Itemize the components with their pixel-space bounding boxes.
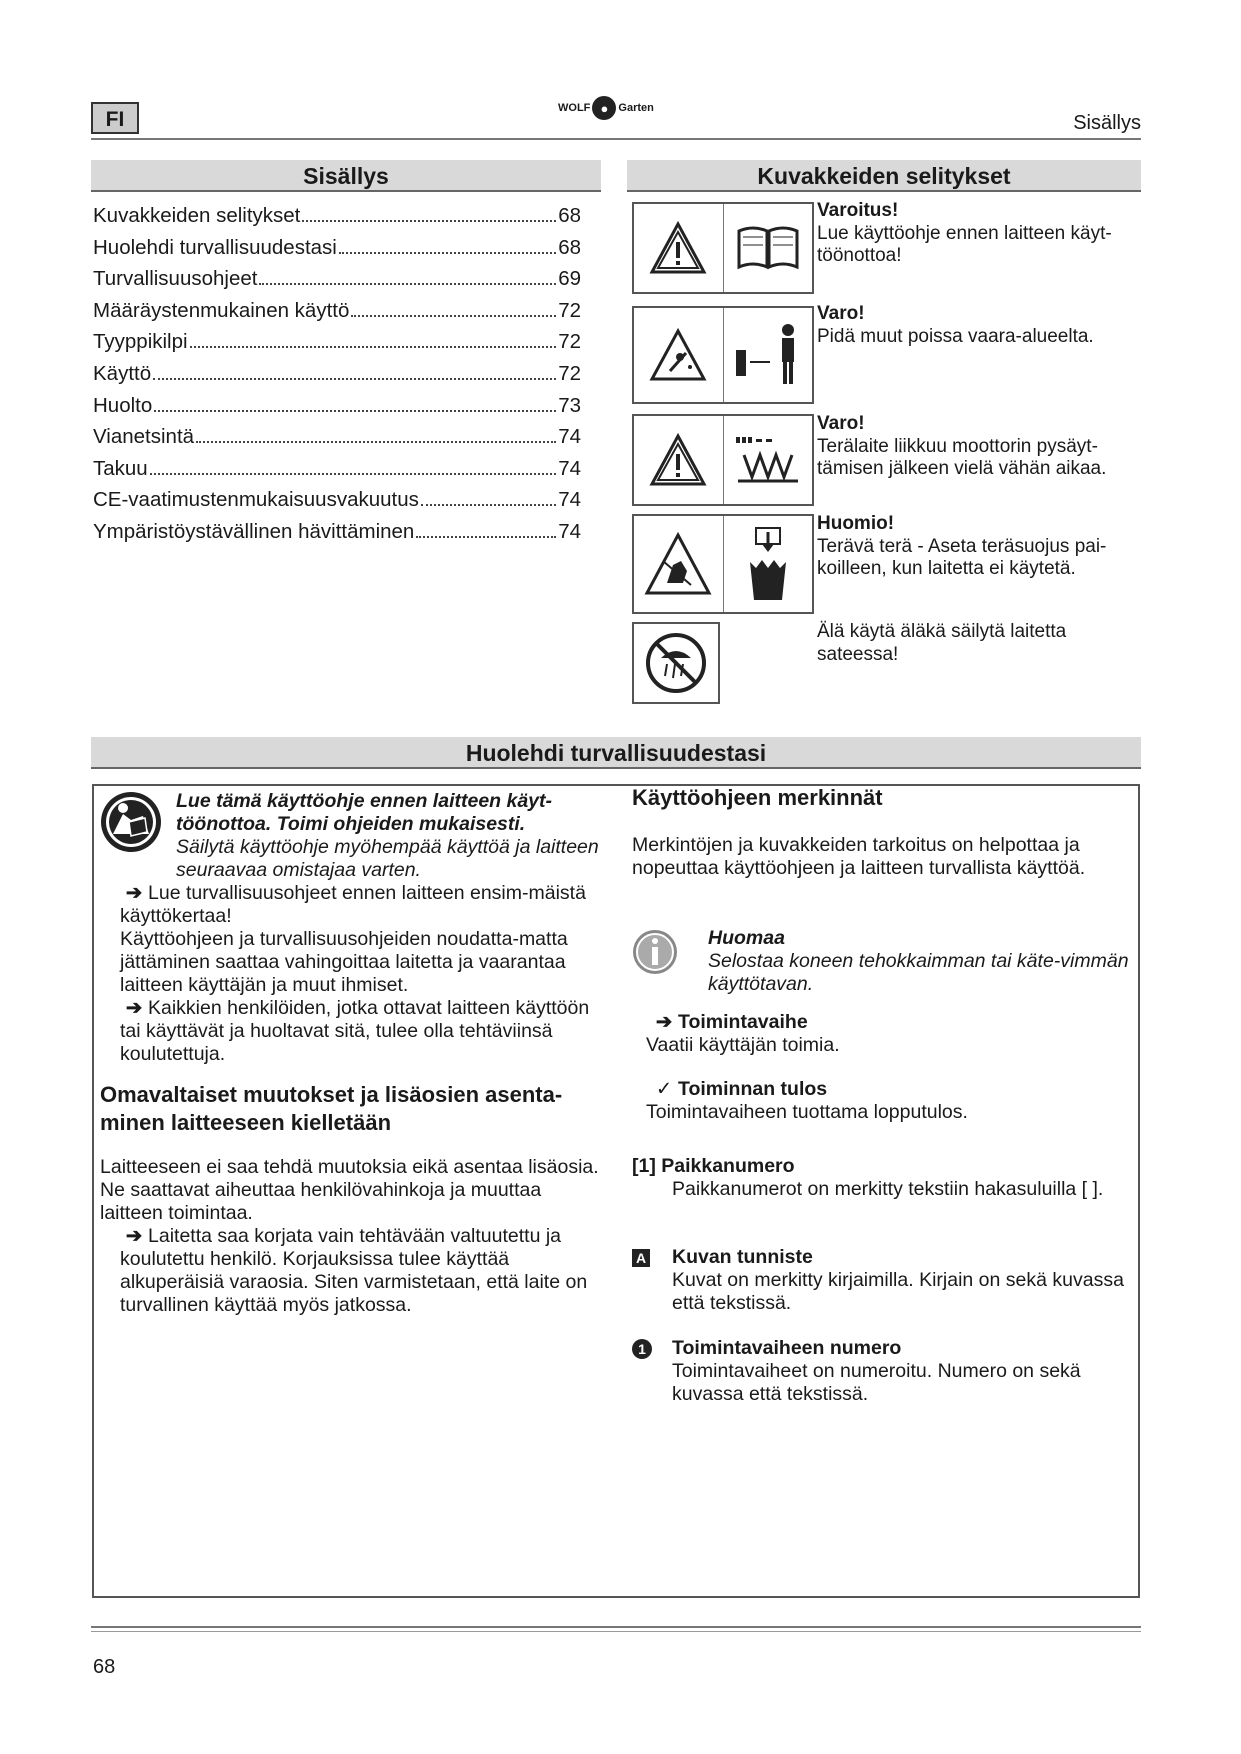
thrown-objects-warning-icon [634,308,724,402]
logo-text-left: WOLF [558,102,591,114]
toc-entry-page: 72 [558,361,581,385]
symbol-row-2 [632,306,814,404]
position-legend [632,1155,1142,1201]
symbol-heading: Huomio! [817,513,895,534]
keep-distance-icon [724,308,813,402]
toc-entry[interactable] [93,330,581,362]
step-item [120,882,608,928]
modifications-text: Laitteeseen ei saa tehdä muutoksia eikä asentaa lisäosia. Ne saattavat aiheuttaa henkilövahinkoja ja muuttaa laitteen toimintaa. [100,1156,599,1224]
arrow-icon: ➔ [125,1225,143,1247]
blade-guard-icon [724,516,813,612]
wolf-head-icon: ● [592,96,616,120]
page-number: 68 [93,1656,116,1678]
symbol-text: Terälaite liikkuu moottorin pysäyt-tämisen jälkeen vielä vähän aikaa. [817,435,1107,479]
picture-legend [632,1246,1142,1315]
warning-triangle-icon [634,204,724,292]
position-legend-title: [1] Paikkanumero [632,1155,795,1177]
toc-entry[interactable] [93,425,581,457]
toc-entry-page: 73 [558,393,581,417]
toc-entry-page: 72 [558,298,581,322]
step-number-legend [632,1337,1142,1406]
info-icon [632,929,678,975]
markings-heading: Käyttöohjeen merkinnät [632,785,883,810]
toc-entry[interactable] [93,394,581,426]
symbol-heading: Varoitus! [817,200,899,221]
symbol-heading: Varo! [817,413,865,434]
toc-title: Sisällys [91,160,601,192]
toc-entry-label: Käyttö [93,361,152,385]
toc-entry[interactable] [93,520,581,552]
toc-leader [351,315,556,317]
no-rain-icon [634,624,718,702]
toc-entry[interactable] [93,362,581,394]
toc-leader [190,346,557,348]
toc-leader [259,283,556,285]
step-text: Laitetta saa korjata vain tehtävään valtuutettu ja koulutettu henkilö. Korjauksissa tulee käyttää alkuperäisiä varaosia. Siten varmistetaan, että laite on turvallinen käyttää myös jatkossa. [120,1225,588,1316]
symbol-text: Älä käytä äläkä säilytä laitetta sateessa! [817,621,1067,665]
toc-entry-label: Määräystenmukainen käyttö [93,298,350,322]
symbol-row-5 [632,622,720,704]
toc-entry[interactable] [93,204,581,236]
checkmark-icon: ✓ [655,1078,673,1100]
symbol-row-3 [632,414,814,506]
step-legend [646,1011,1156,1057]
toc-entry-label: Tyyppikilpi [93,330,188,354]
toc-entry-label: Takuu [93,456,148,480]
toc-entry-page: 74 [558,456,581,480]
symbol-text: Pidä muut poissa vaara-alueelta. [817,325,1094,347]
note-title: Huomaa [708,927,785,949]
toc-entry-page: 74 [558,488,581,512]
step-number-badge: 1 [632,1339,652,1359]
toc-entry-label: Turvallisuusohjeet [93,267,258,291]
arrow-icon: ➔ [125,997,143,1019]
arrow-icon: ➔ [125,882,143,904]
symbol-row-4 [632,514,814,614]
symbol-desc-5 [817,621,1147,666]
step-text: Kaikkien henkilöiden, jotka ottavat laitteen käyttöön tai käyttävät ja huoltavat sitä, tulee olla tehtäviinsä koulutettuja. [120,997,590,1065]
markings-intro: Merkintöjen ja kuvakkeiden tarkoitus on helpottaa ja nopeuttaa käyttöohjeen ja laitteen turvallista käyttöä. [632,834,1086,879]
rotating-blade-icon [724,416,813,504]
symbol-text: Lue käyttöohje ennen laitteen käyt-töönottoa! [817,222,1112,266]
result-legend-title: Toiminnan tulos [678,1078,828,1100]
toc-entry-label: Huolto [93,393,153,417]
toc-entry-page: 69 [558,267,581,291]
symbol-desc-1 [817,200,1147,268]
picture-legend-text: Kuvat on merkitty kirjaimilla. Kirjain on sekä kuvassa että tekstissä. [672,1269,1124,1314]
toc-entry[interactable] [93,457,581,489]
symbol-text: Terävä terä - Aseta teräsuojus pai-koilleen, kun laitetta ei käytetä. [817,535,1107,579]
brand-logo [558,96,654,120]
result-legend [646,1078,1156,1124]
toc-entry[interactable] [93,267,581,299]
step-text: Lue turvallisuusohjeet ennen laitteen ensim-mäistä käyttökertaa! [120,882,586,927]
symbol-desc-4 [817,513,1147,581]
arrow-icon: ➔ [655,1011,673,1033]
toc-entry-label: Ympäristöystävällinen hävittäminen [93,519,415,543]
toc-entry[interactable] [93,236,581,268]
intro-italic: Säilytä käyttöohje myöhempää käyttöä ja laitteen seuraavaa omistajaa varten. [176,836,599,881]
safety-intro [176,790,611,882]
step-legend-text: Vaatii käyttäjän toimia. [646,1034,840,1056]
toc-entry-page: 72 [558,330,581,354]
toc-entry-label: Vianetsintä [93,425,195,449]
picture-legend-title: Kuvan tunniste [672,1246,813,1268]
position-legend-text: Paikkanumerot on merkitty tekstiin hakasuluilla [ ]. [672,1178,1104,1200]
paragraph: Käyttöohjeen ja turvallisuusohjeiden noudatta-matta jättäminen saattaa vahingoittaa laitetta ja vaarantaa laitteen käyttäjän ja muut ihmiset. [120,928,568,996]
table-of-contents [93,204,581,552]
toc-entry-page: 74 [558,519,581,543]
toc-entry-page: 74 [558,425,581,449]
safety-title: Huolehdi turvallisuudestasi [91,737,1141,769]
modifications-heading: Omavaltaiset muutokset ja lisäosien asenta-minen laitteeseen kielletään [100,1082,563,1135]
step-number-legend-title: Toimintavaiheen numero [672,1337,902,1359]
toc-entry-label: CE-vaatimustenmukaisuusvakuutus [93,488,419,512]
safety-body [120,882,608,1066]
toc-leader [416,536,556,538]
warning-triangle-icon [634,416,724,504]
toc-entry-page: 68 [558,204,581,227]
step-item [120,997,608,1066]
toc-leader [421,504,556,506]
picture-letter-badge: A [632,1249,650,1267]
toc-entry-label: Kuvakkeiden selitykset [93,204,301,227]
logo-text-right: Garten [618,102,654,114]
footer-rule [91,1626,1141,1632]
toc-leader [154,410,556,412]
note-block [708,927,1138,996]
symbol-desc-3 [817,413,1147,481]
toc-leader [302,220,556,222]
toc-leader [153,378,556,380]
modifications-step [120,1225,608,1317]
symbol-heading: Varo! [817,303,865,324]
toc-entry[interactable] [93,299,581,331]
header-rule [91,138,1141,140]
intro-bold: Lue tämä käyttöohje ennen laitteen käyt-töönottoa. Toimi ohjeiden mukaisesti. [176,790,553,835]
language-badge: FI [91,102,139,134]
toc-entry-label: Huolehdi turvallisuudestasi [93,235,337,259]
toc-entry[interactable] [93,488,581,520]
cut-hand-warning-icon [634,516,724,612]
read-manual-icon [99,790,163,854]
step-number-legend-text: Toimintavaiheet on numeroitu. Numero on sekä kuvassa että tekstissä. [672,1360,1081,1405]
toc-entry-page: 68 [558,235,581,259]
symbol-desc-2 [817,303,1147,348]
note-text: Selostaa koneen tehokkaimman tai käte-vimmän käyttötavan. [708,950,1129,995]
running-header: Sisällys [1073,112,1141,134]
step-legend-title: Toimintavaihe [678,1011,808,1033]
symbol-row-1 [632,202,814,294]
result-legend-text: Toimintavaiheen tuottama lopputulos. [646,1101,968,1123]
toc-leader [339,252,556,254]
symbols-title: Kuvakkeiden selitykset [627,160,1141,192]
toc-leader [196,441,556,443]
manual-book-icon [724,204,813,292]
toc-leader [150,473,556,475]
